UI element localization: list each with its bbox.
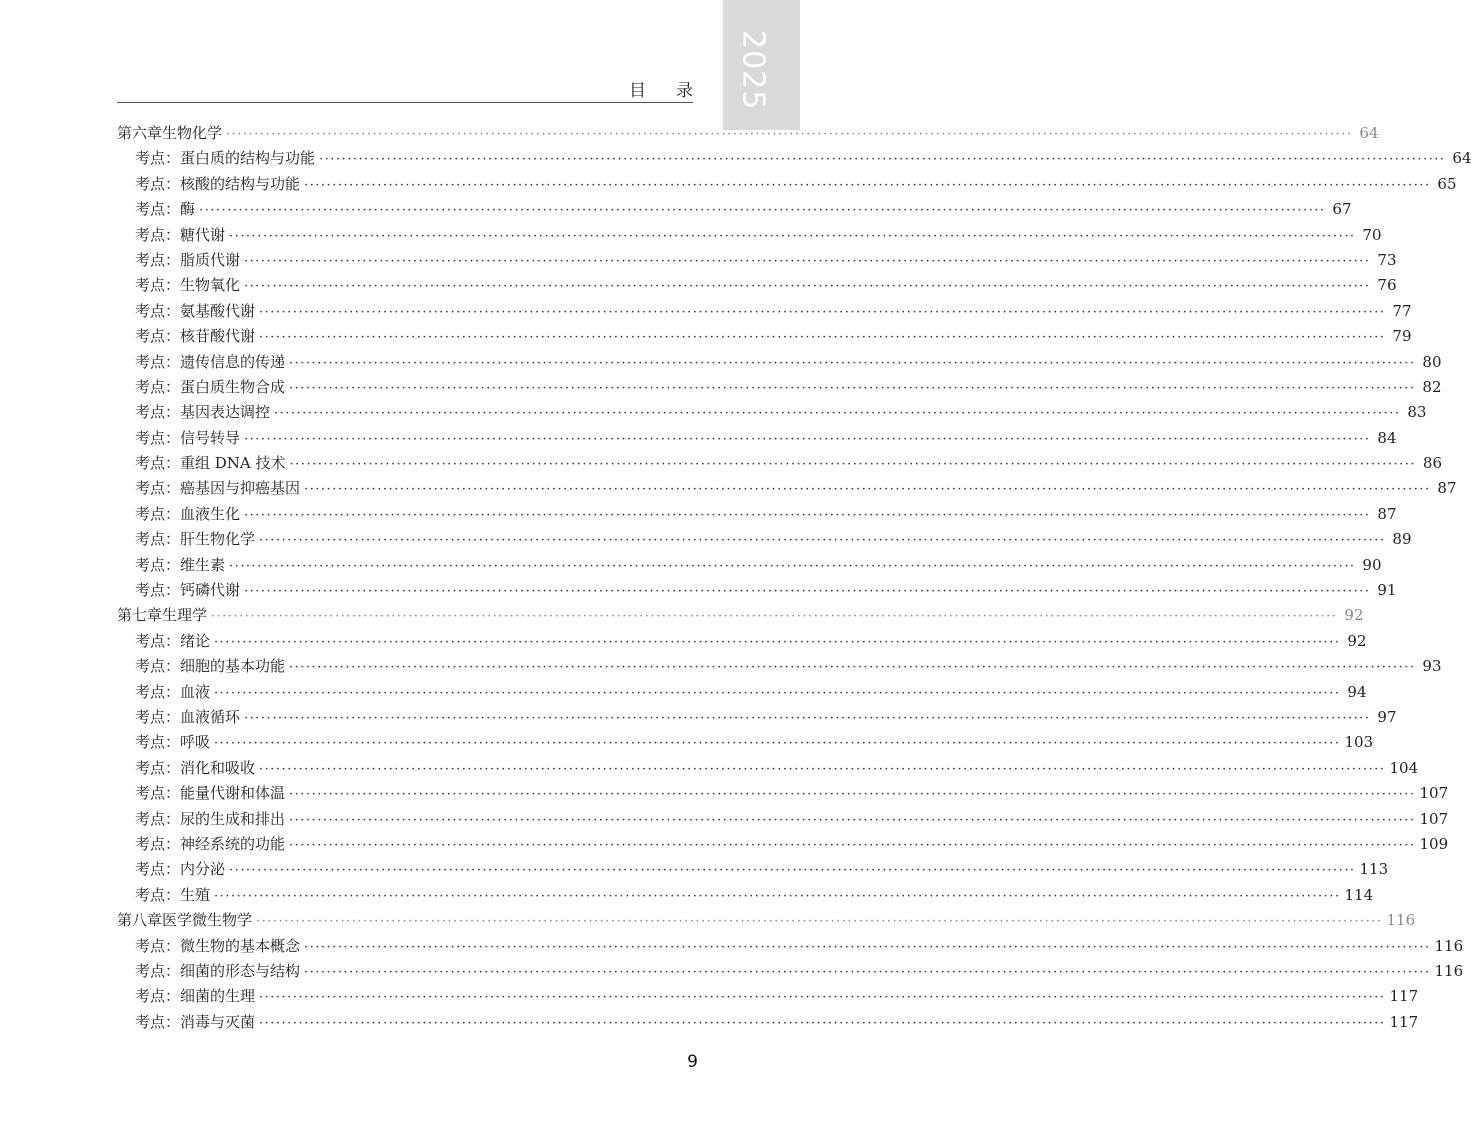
toc-entry-row	[117, 959, 1464, 984]
toc-entry-row	[117, 248, 1397, 273]
entry-page-number: 87	[1377, 504, 1397, 523]
toc-entry-row	[117, 705, 1397, 730]
toc-entry-row	[117, 502, 1397, 527]
entry-prefix: 考点：	[135, 149, 181, 168]
entry-title: 肝生物化学	[180, 530, 256, 549]
entry-page-number: 91	[1377, 581, 1397, 600]
dot-leader: ········································································································································································································	[214, 634, 1341, 650]
toc-chapter-row	[117, 908, 1416, 933]
entry-page-number: 77	[1392, 301, 1412, 320]
entry-prefix: 考点：	[135, 301, 181, 320]
entry-page-number: 67	[1332, 200, 1352, 219]
entry-title: 重组 DNA 技术	[180, 454, 286, 473]
entry-prefix: 考点：	[135, 631, 181, 650]
toc-entry-row	[117, 680, 1367, 705]
toc-entry-row	[117, 781, 1449, 806]
entry-title: 细菌的形态与结构	[180, 961, 301, 980]
entry-title: 细菌的生理	[180, 987, 256, 1006]
toc-entry-row	[117, 476, 1457, 501]
toc-chapter-row	[117, 603, 1364, 628]
dot-leader: ········································································································································································································	[214, 685, 1341, 701]
entry-page-number: 92	[1344, 606, 1364, 625]
page-header	[117, 70, 723, 103]
entry-title: 呼吸	[180, 733, 211, 752]
entry-title: 绪论	[180, 631, 211, 650]
dot-leader: ········································································································································································································	[319, 152, 1446, 168]
entry-prefix: 考点：	[135, 961, 181, 980]
entry-prefix: 考点：	[135, 454, 181, 473]
entry-page-number: 107	[1419, 809, 1449, 828]
entry-page-number: 116	[1434, 936, 1464, 955]
toc-entry-row	[117, 197, 1352, 222]
chapter-number: 第六章	[117, 124, 163, 142]
dot-leader: ········································································································································································································	[259, 761, 1386, 777]
entry-prefix: 考点：	[135, 885, 181, 904]
toc-entry-row	[117, 883, 1374, 908]
toc-chapter-row	[117, 121, 1379, 146]
entry-title: 维生素	[180, 555, 226, 574]
toc-entry-row	[117, 172, 1457, 197]
dot-leader: ········································································································································································································	[244, 507, 1371, 523]
entry-page-number: 113	[1359, 860, 1389, 879]
entry-prefix: 考点：	[135, 530, 181, 549]
dot-leader: ········································································································································································································	[244, 710, 1371, 726]
entry-page-number: 65	[1437, 174, 1457, 193]
entry-title: 血液循环	[180, 707, 241, 726]
toc-entry-row	[117, 629, 1367, 654]
toc-entry-row	[117, 1010, 1419, 1035]
entry-prefix: 考点：	[135, 657, 181, 676]
chapter-title: 生物化学	[162, 124, 223, 142]
entry-prefix: 考点：	[135, 1012, 181, 1031]
dot-leader: ········································································································································································································	[256, 914, 1383, 930]
dot-leader: ········································································································································································································	[259, 533, 1386, 549]
entry-prefix: 考点：	[135, 733, 181, 752]
entry-page-number: 93	[1422, 657, 1442, 676]
entry-title: 尿的生成和排出	[180, 809, 286, 828]
toc-entry-row	[117, 832, 1449, 857]
entry-title: 糖代谢	[180, 225, 226, 244]
entry-page-number: 97	[1377, 707, 1397, 726]
dot-leader: ········································································································································································································	[289, 355, 1416, 371]
toc-entry-row	[117, 451, 1443, 476]
entry-title: 消化和吸收	[180, 758, 256, 777]
entry-page-number: 117	[1389, 1012, 1419, 1031]
entry-title: 遗传信息的传递	[180, 352, 286, 371]
entry-title: 内分泌	[180, 860, 226, 879]
entry-title: 核酸的结构与功能	[180, 174, 301, 193]
entry-title: 基因表达调控	[180, 403, 271, 422]
chapter-number: 第八章	[117, 911, 163, 930]
entry-page-number: 114	[1344, 885, 1374, 904]
entry-prefix: 考点：	[135, 834, 181, 853]
entry-title: 钙磷代谢	[180, 581, 241, 600]
entry-prefix: 考点：	[135, 428, 181, 447]
entry-title: 生殖	[180, 885, 211, 904]
entry-title: 神经系统的功能	[180, 834, 286, 853]
dot-leader: ········································································································································································································	[199, 203, 1326, 219]
entry-page-number: 79	[1392, 327, 1412, 346]
entry-page-number: 116	[1386, 911, 1416, 930]
dot-leader: ········································································································································································································	[289, 837, 1416, 853]
toc-entry-row	[117, 426, 1397, 451]
entry-prefix: 考点：	[135, 707, 181, 726]
toc-entry-row	[117, 553, 1382, 578]
entry-prefix: 考点：	[135, 377, 181, 396]
entry-title: 癌基因与抑癌基因	[180, 479, 301, 498]
entry-prefix: 考点：	[135, 504, 181, 523]
dot-leader: ········································································································································································································	[211, 609, 1338, 625]
side-year-label: 2025	[735, 29, 771, 111]
toc-entry-row	[117, 934, 1464, 959]
entry-page-number: 89	[1392, 530, 1412, 549]
toc-entry-row	[117, 146, 1472, 171]
entry-page-number: 82	[1422, 377, 1442, 396]
toc-entry-row	[117, 756, 1419, 781]
dot-leader: ········································································································································································································	[244, 253, 1371, 269]
entry-page-number: 116	[1434, 961, 1464, 980]
entry-page-number: 94	[1347, 682, 1367, 701]
toc-entry-row	[117, 807, 1449, 832]
entry-page-number: 104	[1389, 758, 1419, 777]
entry-prefix: 考点：	[135, 174, 181, 193]
entry-prefix: 考点：	[135, 327, 181, 346]
toc-entry-row	[117, 375, 1442, 400]
entry-prefix: 考点：	[135, 200, 181, 219]
toc-entry-row	[117, 400, 1427, 425]
dot-leader: ········································································································································································································	[259, 990, 1386, 1006]
entry-prefix: 考点：	[135, 225, 181, 244]
toc-entry-row	[117, 350, 1442, 375]
entry-title: 微生物的基本概念	[180, 936, 301, 955]
entry-page-number: 103	[1344, 733, 1374, 752]
dot-leader: ········································································································································································································	[304, 482, 1431, 498]
dot-leader: ········································································································································································································	[304, 939, 1431, 955]
chapter-title: 医学微生物学	[162, 911, 253, 930]
entry-title: 血液	[180, 682, 211, 701]
entry-page-number: 64	[1359, 124, 1379, 142]
entry-prefix: 考点：	[135, 555, 181, 574]
dot-leader: ········································································································································································································	[289, 380, 1416, 396]
dot-leader: ········································································································································································································	[229, 558, 1356, 574]
toc-entry-row	[117, 299, 1412, 324]
entry-page-number: 109	[1419, 834, 1449, 853]
dot-leader: ········································································································································································································	[229, 228, 1356, 244]
dot-leader: ········································································································································································································	[244, 279, 1371, 295]
dot-leader: ········································································································································································································	[229, 863, 1356, 879]
entry-title: 能量代谢和体温	[180, 784, 286, 803]
dot-leader: ········································································································································································································	[214, 888, 1341, 904]
entry-title: 蛋白质生物合成	[180, 377, 286, 396]
entry-title: 核苷酸代谢	[180, 327, 256, 346]
entry-page-number: 87	[1437, 479, 1457, 498]
entry-title: 信号转导	[180, 428, 241, 447]
entry-prefix: 考点：	[135, 860, 181, 879]
dot-leader: ········································································································································································································	[289, 812, 1416, 828]
entry-title: 生物氧化	[180, 276, 241, 295]
dot-leader: ········································································································································································································	[304, 964, 1431, 980]
toc-entry-row	[117, 527, 1412, 552]
entry-prefix: 考点：	[135, 403, 181, 422]
dot-leader: ········································································································································································································	[289, 457, 1417, 473]
entry-page-number: 117	[1389, 987, 1419, 1006]
entry-prefix: 考点：	[135, 758, 181, 777]
toc-entry-row	[117, 984, 1419, 1009]
dot-leader: ········································································································································································································	[259, 1015, 1386, 1031]
entry-prefix: 考点：	[135, 250, 181, 269]
dot-leader: ········································································································································································································	[244, 584, 1371, 600]
entry-prefix: 考点：	[135, 784, 181, 803]
entry-prefix: 考点：	[135, 276, 181, 295]
entry-page-number: 84	[1377, 428, 1397, 447]
dot-leader: ········································································································································································································	[304, 177, 1431, 193]
toc-entry-row	[117, 654, 1442, 679]
entry-prefix: 考点：	[135, 987, 181, 1006]
entry-title: 血液生化	[180, 504, 241, 523]
entry-page-number: 92	[1347, 631, 1367, 650]
toc-entry-row	[117, 730, 1374, 755]
dot-leader: ········································································································································································································	[226, 127, 1353, 142]
entry-page-number: 107	[1419, 784, 1449, 803]
entry-page-number: 73	[1377, 250, 1397, 269]
dot-leader: ········································································································································································································	[214, 736, 1341, 752]
toc-entry-row	[117, 223, 1382, 248]
entry-title: 细胞的基本功能	[180, 657, 286, 676]
toc-entry-row	[117, 273, 1397, 298]
dot-leader: ········································································································································································································	[289, 660, 1416, 676]
entry-page-number: 86	[1422, 454, 1443, 473]
page-number: 9	[687, 1052, 698, 1072]
dot-leader: ········································································································································································································	[259, 330, 1386, 346]
entry-prefix: 考点：	[135, 936, 181, 955]
toc-entry-row	[117, 324, 1412, 349]
entry-prefix: 考点：	[135, 352, 181, 371]
entry-page-number: 64	[1452, 149, 1472, 168]
toc-entry-row	[117, 578, 1397, 603]
entry-title: 蛋白质的结构与功能	[180, 149, 316, 168]
entry-page-number: 90	[1362, 555, 1382, 574]
entry-title: 消毒与灭菌	[180, 1012, 256, 1031]
entry-title: 氨基酸代谢	[180, 301, 256, 320]
entry-prefix: 考点：	[135, 479, 181, 498]
toc-entry-row	[117, 857, 1389, 882]
entry-title: 脂质代谢	[180, 250, 241, 269]
table-of-contents	[117, 121, 1472, 1035]
dot-leader: ········································································································································································································	[259, 304, 1386, 320]
entry-page-number: 76	[1377, 276, 1397, 295]
dot-leader: ········································································································································································································	[244, 431, 1371, 447]
chapter-title: 生理学	[162, 606, 208, 625]
entry-prefix: 考点：	[135, 581, 181, 600]
entry-page-number: 80	[1422, 352, 1442, 371]
page-title: 目录	[629, 81, 723, 101]
chapter-number: 第七章	[117, 606, 163, 625]
entry-page-number: 70	[1362, 225, 1382, 244]
entry-prefix: 考点：	[135, 682, 181, 701]
entry-title: 酶	[180, 200, 196, 219]
entry-prefix: 考点：	[135, 809, 181, 828]
entry-page-number: 83	[1407, 403, 1427, 422]
dot-leader: ········································································································································································································	[289, 787, 1416, 803]
dot-leader: ········································································································································································································	[274, 406, 1401, 422]
